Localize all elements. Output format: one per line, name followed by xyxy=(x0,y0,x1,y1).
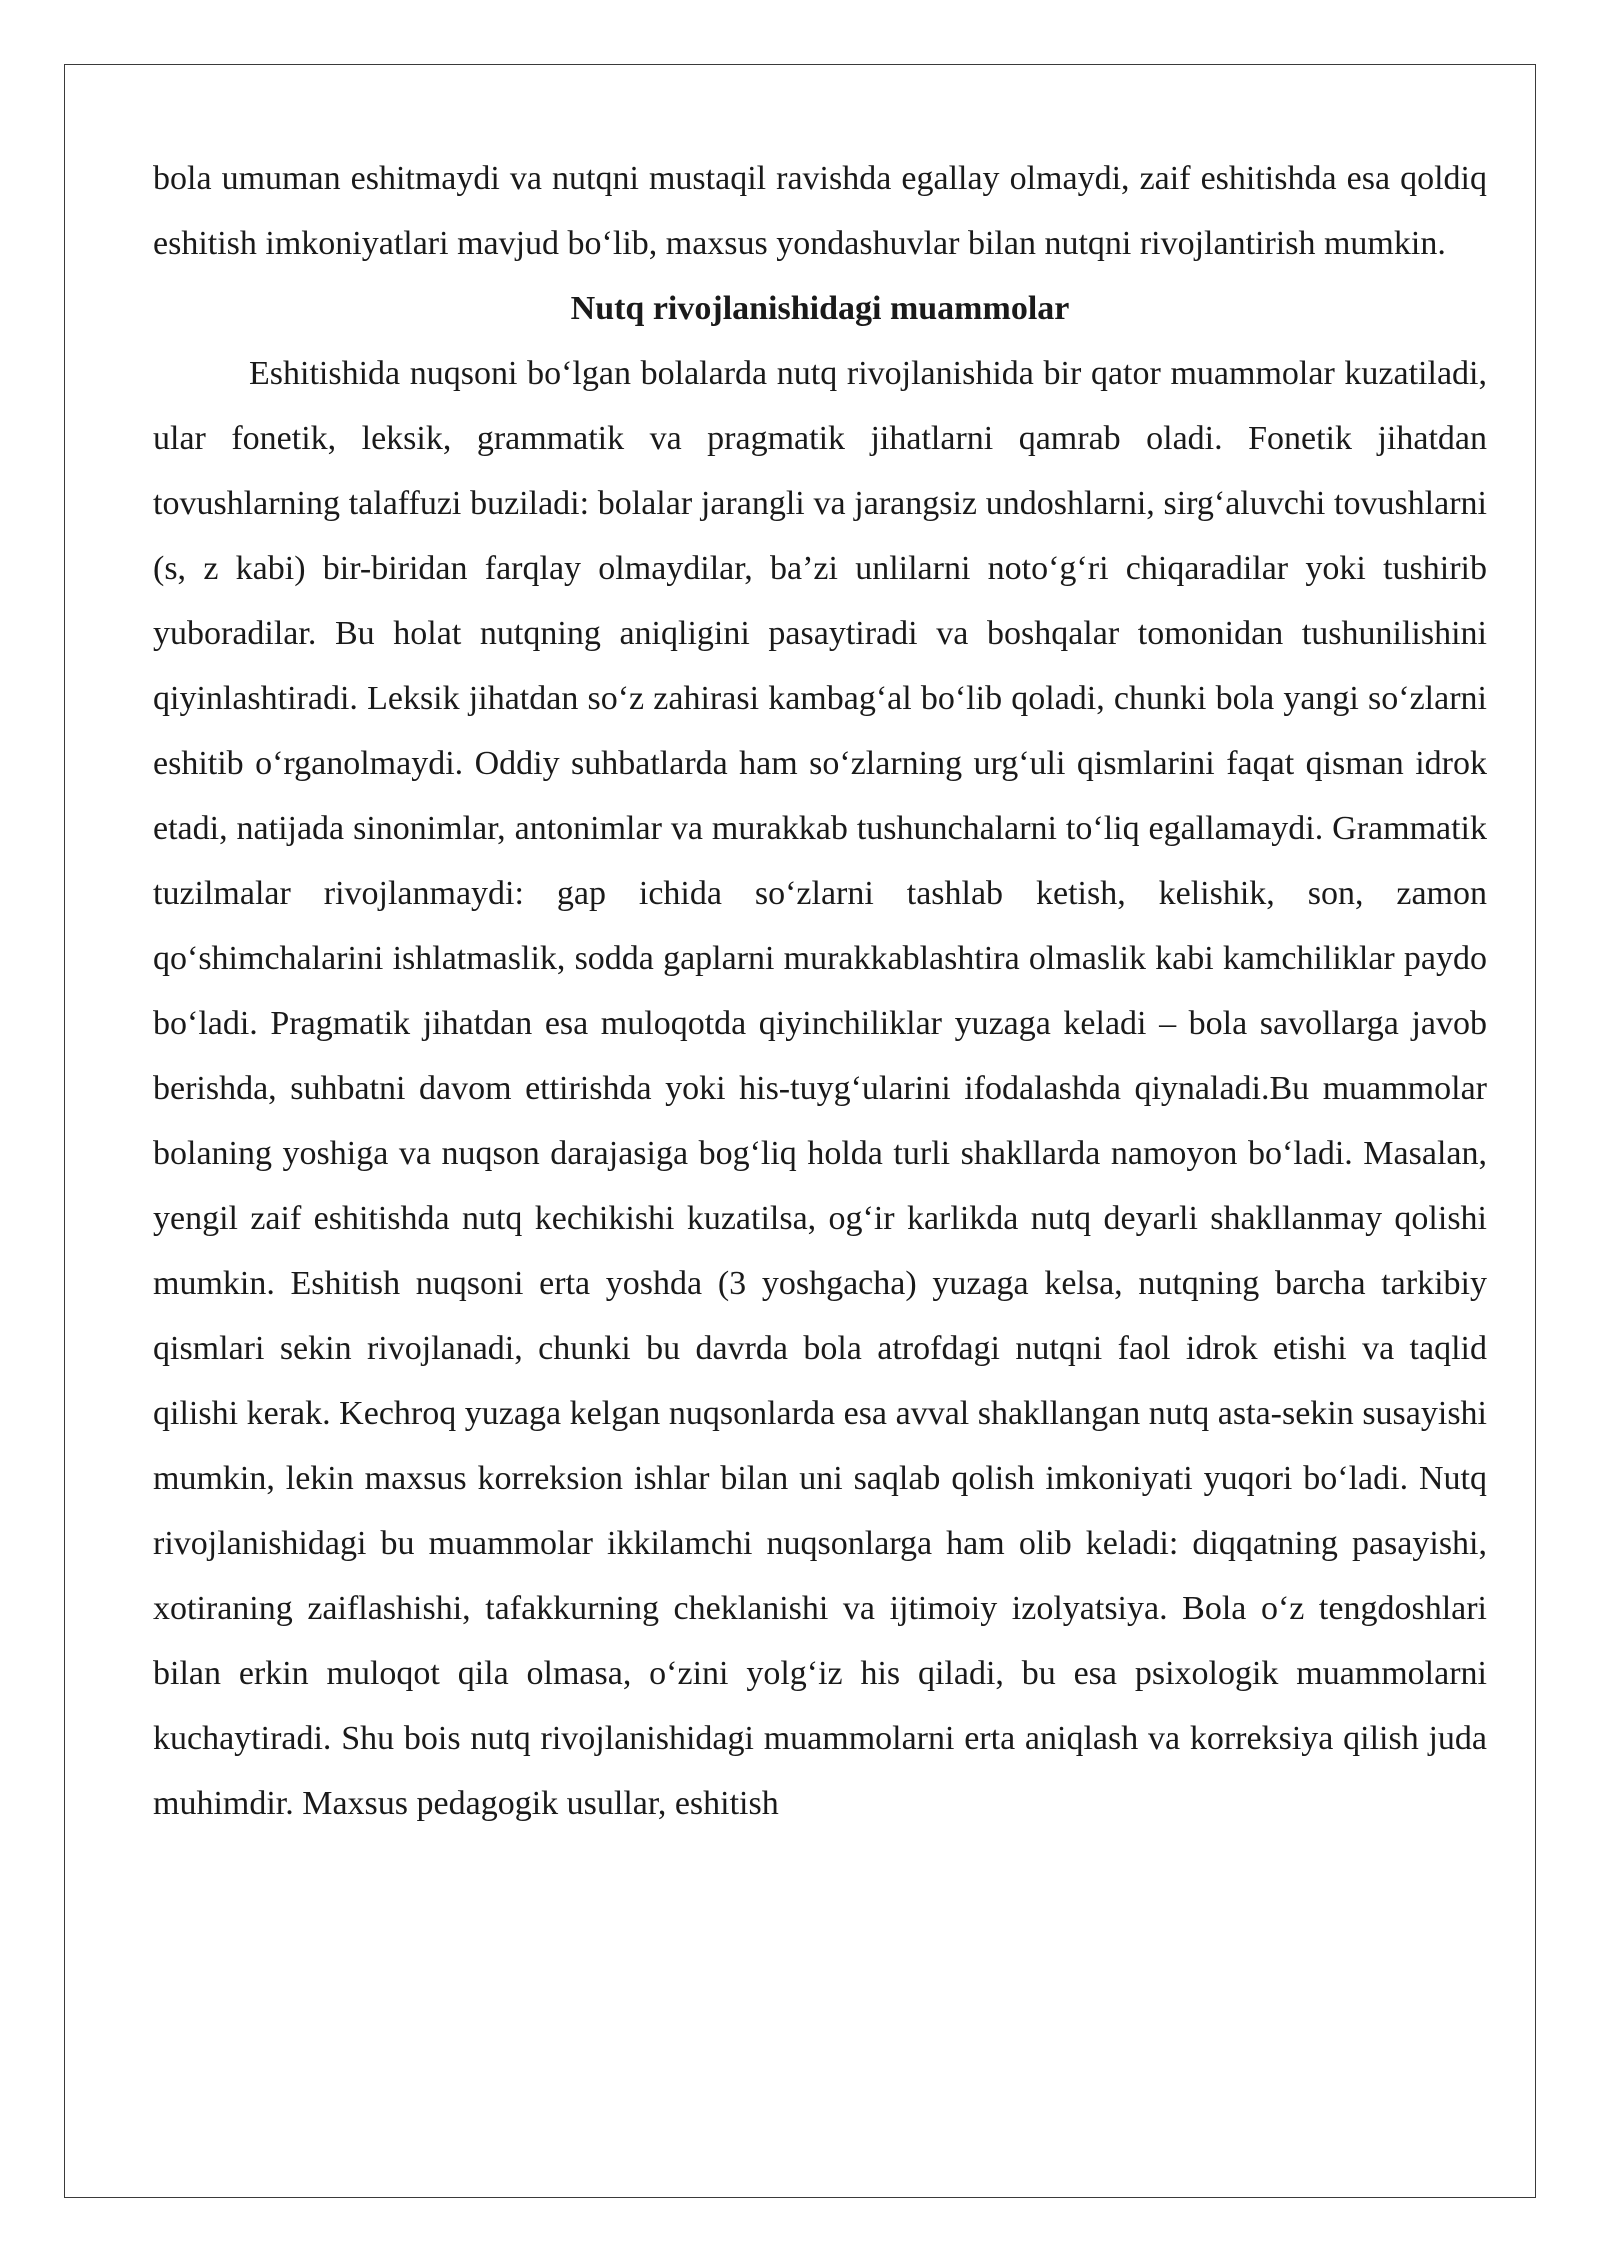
body-paragraph: Eshitishida nuqsoni bo‘lgan bolalarda nutq rivojlanishida bir qator muammolar kuzatiladi, ular fonetik, leksik, grammatik va pragmatik jihatlarni qamrab oladi. Fonetik jihatdan tovushlarning talaffuzi buziladi: bolalar jarangli va jarangsiz undoshlarni, sirg‘aluvchi tovushlarni (s, z kabi) bir-biridan farqlay olmaydilar, ba’zi unlilarni noto‘g‘ri chiqaradilar yoki tushirib yuboradilar. Bu holat nutqning aniqligini pasaytiradi va boshqalar tomonidan tushunilishini qiyinlashtiradi. Leksik jihatdan so‘z zahirasi kambag‘al bo‘lib qoladi, chunki bola yangi so‘zlarni eshitib o‘rganolmaydi. Oddiy suhbatlarda ham so‘zlarning urg‘uli qismlarini faqat qisman idrok etadi, natijada sinonimlar, antonimlar va murakkab tushunchalarni to‘liq egallamaydi. Grammatik tuzilmalar rivojlanmaydi: gap ichida so‘zlarni tashlab ketish, kelishik, son, zamon qo‘shimchalarini ishlatmaslik, sodda gaplarni murakkablashtira olmaslik kabi kamchiliklar paydo bo‘ladi. Pragmatik jihatdan esa muloqotda qiyinchiliklar yuzaga keladi – bola savollarga javob berishda, suhbatni davom ettirishda yoki his-tuyg‘ularini ifodalashda qiynaladi.Bu muammolar bolaning yoshiga va nuqson darajasiga bog‘liq holda turli shakllarda namoyon bo‘ladi. Masalan, yengil zaif eshitishda nutq kechikishi kuzatilsa, og‘ir karlikda nutq deyarli shakllanmay qolishi mumkin. Eshitish nuqsoni erta yoshda (3 yoshgacha) yuzaga kelsa, nutqning barcha tarkibiy qismlari sekin rivojlanadi, chunki bu davrda bola atrofdagi nutqni faol idrok etishi va taqlid qilishi kerak. Kechroq yuzaga kelgan nuqsonlarda esa avval shakllangan nutq asta-sekin susayishi mumkin, lekin maxsus korreksion ishlar bilan uni saqlab qolish imkoniyati yuqori bo‘ladi. Nutq rivojlanishidagi bu muammolar ikkilamchi nuqsonlarga ham olib keladi: diqqatning pasayishi, xotiraning zaiflashishi, tafakkurning cheklanishi va ijtimoiy izolyatsiya. Bola o‘z tengdoshlari bilan erkin muloqot qila olmasa, o‘zini yolg‘iz his qiladi, bu esa psixologik muammolarni kuchaytiradi. Shu bois nutq rivojlanishidagi muammolarni erta aniqlash va korreksiya qilish juda muhimdir. Maxsus pedagogik usullar, eshitish xyxy=(153,355,1487,1822)
intro-paragraph: bola umuman eshitmaydi va nutqni mustaqil ravishda egallay olmaydi, zaif eshitishda esa qoldiq eshitish imkoniyatlari mavjud bo‘lib, maxsus yondashuvlar bilan nutqni rivojlantirish mumkin. xyxy=(153,160,1487,262)
document-body xyxy=(153,146,1487,1836)
section-heading: Nutq rivojlanishidagi muammolar xyxy=(570,290,1070,327)
